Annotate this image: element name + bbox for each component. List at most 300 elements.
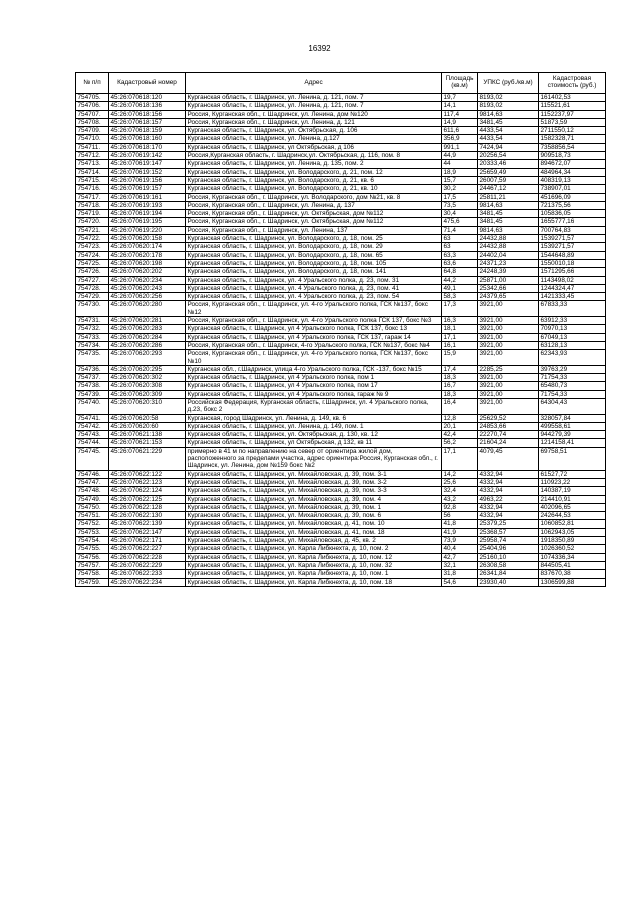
table-row xyxy=(76,390,606,398)
cadastral-value-cell: 484964,34 xyxy=(539,168,606,176)
cadastral-number-cell: 45:26:070620:309 xyxy=(109,390,186,398)
address-cell: Курганская область, г. Шадринск, ул. Володарского, д. 18, пом. 65 xyxy=(186,251,442,259)
row-number-cell: 754710. xyxy=(76,135,109,143)
table-row xyxy=(76,520,606,528)
cadastral-number-cell: 45:26:070621:153 xyxy=(109,439,186,447)
address-cell: Курганская область, г. Шадринск, ул 4 Уральского полка, ГСК 137, бокс 13 xyxy=(186,325,442,333)
area-cell: 16,1 xyxy=(442,341,478,349)
cadastral-number-cell: 45:26:070620:234 xyxy=(109,276,186,284)
cadastral-number-cell: 45:26:070618:159 xyxy=(109,127,186,135)
header-cadastral-number: Кадастровый номер xyxy=(109,73,186,94)
upks-cell: 25629,52 xyxy=(478,414,539,422)
area-cell: 18,3 xyxy=(442,390,478,398)
table-row xyxy=(76,218,606,226)
cadastral-number-cell: 45:26:070619:161 xyxy=(109,193,186,201)
table-row xyxy=(76,495,606,503)
table-row xyxy=(76,553,606,561)
cadastral-number-cell: 45:26:070619:220 xyxy=(109,226,186,234)
cadastral-number-cell: 45:26:070620:286 xyxy=(109,341,186,349)
upks-cell: 4332,94 xyxy=(478,487,539,495)
area-cell: 44 xyxy=(442,160,478,168)
cadastral-number-cell: 45:26:070619:194 xyxy=(109,210,186,218)
row-number-cell: 754755. xyxy=(76,545,109,553)
upks-cell: 7424,94 xyxy=(478,143,539,151)
address-cell: Курганская область, г. Шадринск, ул. 4 Уральского полка, д. 23, пом. 31 xyxy=(186,276,442,284)
upks-cell: 3921,00 xyxy=(478,301,539,317)
area-cell: 117,4 xyxy=(442,110,478,118)
cadastral-number-cell: 45:26:070618:136 xyxy=(109,102,186,110)
row-number-cell: 754725. xyxy=(76,259,109,267)
cadastral-number-cell: 45:26:070622:123 xyxy=(109,478,186,486)
cadastral-number-cell: 45:26:070620:280 xyxy=(109,301,186,317)
upks-cell: 3481,45 xyxy=(478,210,539,218)
cadastral-value-cell: 1074336,34 xyxy=(539,553,606,561)
address-cell: Курганская область, г. Шадринск, ул. Михайловская, д. 39, пом. 1 xyxy=(186,503,442,511)
area-cell: 73,5 xyxy=(442,201,478,209)
cadastral-value-cell: 738907,01 xyxy=(539,185,606,193)
row-number-cell: 754729. xyxy=(76,293,109,301)
upks-cell: 2285,25 xyxy=(478,365,539,373)
address-cell: Россия, Курганская обл., г. Шадринск, 4-го Уральского полка, ГСК №137, бокс №4 xyxy=(186,341,442,349)
address-cell: Россия, Курганская обл., г. Шадринск, ул. Володарского, дом №21, кв. 8 xyxy=(186,193,442,201)
cadastral-number-cell: 45:26:070619:147 xyxy=(109,160,186,168)
cadastral-number-cell: 45:26:070619:142 xyxy=(109,152,186,160)
table-row xyxy=(76,118,606,126)
upks-cell: 24248,39 xyxy=(478,268,539,276)
row-number-cell: 754720. xyxy=(76,218,109,226)
area-cell: 32,1 xyxy=(442,561,478,569)
address-cell: Курганская область, г. Шадринск, ул 4 Уральского полка, ГСК 137, гараж 14 xyxy=(186,333,442,341)
area-cell: 14,1 xyxy=(442,102,478,110)
address-cell: Курганская область, г. Шадринск, ул. Карла Либкнехта, д. 10, пом. 1 xyxy=(186,570,442,578)
cadastral-value-cell: 944279,39 xyxy=(539,431,606,439)
table-row xyxy=(76,127,606,135)
address-cell: Курганская обл., г.Шадринск, улица 4-го Уральского полка, ГСК -137, бокс №15 xyxy=(186,365,442,373)
address-cell: Россия, Курганская обл., г. Шадринск, ул. Октябрьская, дом №112 xyxy=(186,210,442,218)
area-cell: 41,8 xyxy=(442,520,478,528)
upks-cell: 9814,63 xyxy=(478,201,539,209)
upks-cell: 26341,84 xyxy=(478,570,539,578)
area-cell: 18,9 xyxy=(442,168,478,176)
address-cell: Курганская область, г. Шадринск, ул. Михайловская, д. 39, пом. 3-2 xyxy=(186,478,442,486)
area-cell: 63,3 xyxy=(442,251,478,259)
table-row xyxy=(76,243,606,251)
cadastral-value-cell: 110923,22 xyxy=(539,478,606,486)
cadastral-number-cell: 45:26:070620:310 xyxy=(109,398,186,414)
cadastral-number-cell: 45:26:070619:157 xyxy=(109,185,186,193)
table-row xyxy=(76,487,606,495)
table-row xyxy=(76,152,606,160)
cadastral-number-cell: 45:26:070622:124 xyxy=(109,487,186,495)
address-cell: Курганская область, г. Шадринск, ул. Карла Либкнехта, д. 10, пом. 32 xyxy=(186,561,442,569)
cadastral-value-cell: 242644,53 xyxy=(539,512,606,520)
table-row xyxy=(76,268,606,276)
upks-cell: 24379,65 xyxy=(478,293,539,301)
table-row xyxy=(76,193,606,201)
cadastral-value-cell: 1655777,16 xyxy=(539,218,606,226)
cadastral-value-cell: 140387,19 xyxy=(539,487,606,495)
table-row xyxy=(76,365,606,373)
cadastral-value-cell: 71754,33 xyxy=(539,390,606,398)
cadastral-number-cell: 45:26:070620:198 xyxy=(109,259,186,267)
upks-cell: 4433,54 xyxy=(478,127,539,135)
cadastral-value-cell: 721375,56 xyxy=(539,201,606,209)
table-row xyxy=(76,431,606,439)
upks-cell: 24402,04 xyxy=(478,251,539,259)
upks-cell: 24432,88 xyxy=(478,243,539,251)
upks-cell: 22270,74 xyxy=(478,431,539,439)
table-row xyxy=(76,301,606,317)
area-cell: 17,3 xyxy=(442,301,478,317)
table-row xyxy=(76,325,606,333)
cadastral-number-cell: 45:26:070622:125 xyxy=(109,495,186,503)
area-cell: 92,8 xyxy=(442,503,478,511)
row-number-cell: 754722. xyxy=(76,235,109,243)
cadastral-table xyxy=(75,72,606,587)
cadastral-number-cell: 45:26:070620:284 xyxy=(109,333,186,341)
upks-cell: 4332,94 xyxy=(478,503,539,511)
area-cell: 611,6 xyxy=(442,127,478,135)
upks-cell: 21604,24 xyxy=(478,439,539,447)
cadastral-value-cell: 61527,72 xyxy=(539,470,606,478)
area-cell: 12,8 xyxy=(442,414,478,422)
upks-cell: 25160,10 xyxy=(478,553,539,561)
address-cell: Курганская область, г. Шадринск, ул. Володарского, д. 21, кв. 10 xyxy=(186,185,442,193)
cadastral-number-cell: 45:26:070621:138 xyxy=(109,431,186,439)
upks-cell: 25958,74 xyxy=(478,537,539,545)
cadastral-value-cell: 1582328,71 xyxy=(539,135,606,143)
upks-cell: 3921,00 xyxy=(478,325,539,333)
upks-cell: 8193,02 xyxy=(478,94,539,102)
cadastral-value-cell: 1306599,88 xyxy=(539,578,606,586)
address-cell: Курганская область, г. Шадринск, ул 4 Уральского полка, пом 17 xyxy=(186,382,442,390)
row-number-cell: 754711. xyxy=(76,143,109,151)
header-row-number: № п/п xyxy=(76,73,109,94)
row-number-cell: 754754. xyxy=(76,537,109,545)
table-row xyxy=(76,317,606,325)
address-cell: Курганская область, г. Шадринск, ул. Ленина, д. 121, пом. 7 xyxy=(186,94,442,102)
table-row xyxy=(76,160,606,168)
area-cell: 16,7 xyxy=(442,382,478,390)
cadastral-number-cell: 45:26:070622:229 xyxy=(109,561,186,569)
row-number-cell: 754715. xyxy=(76,176,109,184)
table-row xyxy=(76,293,606,301)
address-cell: Курганская область, г. Шадринск, ул. Михайловская, д. 41, пом. 10 xyxy=(186,520,442,528)
cadastral-value-cell: 1143498,02 xyxy=(539,276,606,284)
area-cell: 19,7 xyxy=(442,94,478,102)
table-row xyxy=(76,333,606,341)
table-row xyxy=(76,545,606,553)
table-row xyxy=(76,570,606,578)
cadastral-number-cell: 45:26:070619:193 xyxy=(109,201,186,209)
row-number-cell: 754746. xyxy=(76,470,109,478)
address-cell: Курганская область, г. Шадринск, ул. Михайловская, д. 39, пом. 4 xyxy=(186,495,442,503)
table-row xyxy=(76,382,606,390)
address-cell: Курганская область, г. Шадринск, ул. Ленина, д. 135, пом. 2 xyxy=(186,160,442,168)
cadastral-value-cell: 161402,53 xyxy=(539,94,606,102)
cadastral-number-cell: 45:26:070622:228 xyxy=(109,553,186,561)
row-number-cell: 754718. xyxy=(76,201,109,209)
cadastral-number-cell: 45:26:070622:130 xyxy=(109,512,186,520)
table-row xyxy=(76,284,606,292)
table-row xyxy=(76,235,606,243)
row-number-cell: 754730. xyxy=(76,301,109,317)
cadastral-value-cell: 1244324,47 xyxy=(539,284,606,292)
cadastral-number-cell: 45:26:070622:147 xyxy=(109,528,186,536)
cadastral-number-cell: 45:26:070620:302 xyxy=(109,374,186,382)
row-number-cell: 754727. xyxy=(76,276,109,284)
row-number-cell: 754735. xyxy=(76,350,109,366)
upks-cell: 3481,45 xyxy=(478,118,539,126)
address-cell: Курганская область, г. Шадринск, ул Октябрьская, д 106 xyxy=(186,143,442,151)
address-cell: Курганская область, г. Шадринск, ул. Карла Либкнехта, д. 10, пом. 12 xyxy=(186,553,442,561)
row-number-cell: 754712. xyxy=(76,152,109,160)
cadastral-number-cell: 45:26:070621:229 xyxy=(109,447,186,470)
row-number-cell: 754733. xyxy=(76,333,109,341)
area-cell: 63 xyxy=(442,235,478,243)
address-cell: Россия, Курганская обл., г. Шадринск, ул. Ленина, дом №120 xyxy=(186,110,442,118)
row-number-cell: 754753. xyxy=(76,528,109,536)
address-cell: Курганская область, г. Шадринск, ул. Михайловская, д. 39, пом. 6 xyxy=(186,512,442,520)
cadastral-number-cell: 45:26:070619:156 xyxy=(109,176,186,184)
row-number-cell: 754724. xyxy=(76,251,109,259)
cadastral-number-cell: 45:26:070618:160 xyxy=(109,135,186,143)
cadastral-value-cell: 71754,33 xyxy=(539,374,606,382)
address-cell: Курганская область, г. Шадринск, ул. 4 Уральского полка, д. 23, пом. 41 xyxy=(186,284,442,292)
address-cell: Курганская область, г. Шадринск, ул. Ленина, д. 149, пом. 1 xyxy=(186,422,442,430)
cadastral-value-cell: 51873,59 xyxy=(539,118,606,126)
address-cell: примерно в 41 м по направлению на север от ориентира жилой дом, расположенного за пределами участка, адрес ориентира:Россия, Курганская обл., г. Шадринск, ул. Ленина, дом №159 бокс №2 xyxy=(186,447,442,470)
upks-cell: 25659,49 xyxy=(478,168,539,176)
upks-cell: 26308,58 xyxy=(478,561,539,569)
area-cell: 991,1 xyxy=(442,143,478,151)
area-cell: 17,5 xyxy=(442,193,478,201)
upks-cell: 24853,66 xyxy=(478,422,539,430)
upks-cell: 9814,63 xyxy=(478,110,539,118)
address-cell: Курганская область, г. Шадринск, ул. Ленина, д. 121, пом. 7 xyxy=(186,102,442,110)
cadastral-value-cell: 1060852,81 xyxy=(539,520,606,528)
upks-cell: 4332,94 xyxy=(478,478,539,486)
table-row xyxy=(76,422,606,430)
row-number-cell: 754707. xyxy=(76,110,109,118)
row-number-cell: 754749. xyxy=(76,495,109,503)
address-cell: Россия, Курганская обл., г. Шадринск, ул. Октябрьская, дом №112 xyxy=(186,218,442,226)
table-row xyxy=(76,168,606,176)
upks-cell: 4433,54 xyxy=(478,135,539,143)
row-number-cell: 754741. xyxy=(76,414,109,422)
row-number-cell: 754728. xyxy=(76,284,109,292)
upks-cell: 3921,00 xyxy=(478,350,539,366)
table-row xyxy=(76,185,606,193)
cadastral-number-cell: 45:26:070620:202 xyxy=(109,268,186,276)
row-number-cell: 754745. xyxy=(76,447,109,470)
area-cell: 43,2 xyxy=(442,495,478,503)
address-cell: Курганская область, г. Шадринск, ул. Михайловская, д. 39, пом. 3-3 xyxy=(186,487,442,495)
cadastral-value-cell: 328057,84 xyxy=(539,414,606,422)
upks-cell: 3921,00 xyxy=(478,374,539,382)
address-cell: Россия, Курганская обл., г. Шадринск, ул. Ленина, д. 137 xyxy=(186,201,442,209)
cadastral-value-cell: 1918350,89 xyxy=(539,537,606,545)
area-cell: 54,6 xyxy=(442,578,478,586)
cadastral-value-cell: 1214158,41 xyxy=(539,439,606,447)
upks-cell: 24371,23 xyxy=(478,259,539,267)
row-number-cell: 754759. xyxy=(76,578,109,586)
address-cell: Курганская область, г. Шадринск, ул. Володарского, д. 18, пом. 141 xyxy=(186,268,442,276)
area-cell: 32,4 xyxy=(442,487,478,495)
cadastral-value-cell: 451696,09 xyxy=(539,193,606,201)
cadastral-value-cell: 1539271,57 xyxy=(539,235,606,243)
address-cell: Курганская область, г. Шадринск, ул. Михайловская, д. 39, пом. 3-1 xyxy=(186,470,442,478)
table-row xyxy=(76,561,606,569)
cadastral-value-cell: 894672,07 xyxy=(539,160,606,168)
row-number-cell: 754713. xyxy=(76,160,109,168)
row-number-cell: 754719. xyxy=(76,210,109,218)
table-row xyxy=(76,578,606,586)
cadastral-number-cell: 45:26:070620:283 xyxy=(109,325,186,333)
address-cell: Россия, Курганская обл., г. Шадринск, ул. 4-го Уральского полка, ГСК №137, бокс №12 xyxy=(186,301,442,317)
cadastral-number-cell: 45:26:070620:308 xyxy=(109,382,186,390)
table-row xyxy=(76,276,606,284)
row-number-cell: 754734. xyxy=(76,341,109,349)
header-area: Площадь (кв.м) xyxy=(442,73,478,94)
row-number-cell: 754751. xyxy=(76,512,109,520)
cadastral-number-cell: 45:26:070618:170 xyxy=(109,143,186,151)
upks-cell: 4332,94 xyxy=(478,470,539,478)
address-cell: Курганская область, г. Шадринск, ул Октябрьская, д 132, кв 11 xyxy=(186,439,442,447)
header-upks: УПКС (руб./кв.м) xyxy=(478,73,539,94)
cadastral-value-cell: 1026360,52 xyxy=(539,545,606,553)
cadastral-value-cell: 70970,13 xyxy=(539,325,606,333)
address-cell: Курганская область, г. Шадринск, ул. Михайловская, д. 45, кв. 2 xyxy=(186,537,442,545)
table-row xyxy=(76,528,606,536)
address-cell: Курганская область, г. Шадринск, ул. 4 Уральского полка, д. 23, пом. 54 xyxy=(186,293,442,301)
upks-cell: 20333,46 xyxy=(478,160,539,168)
row-number-cell: 754732. xyxy=(76,325,109,333)
cadastral-number-cell: 45:26:070622:122 xyxy=(109,470,186,478)
row-number-cell: 754705. xyxy=(76,94,109,102)
row-number-cell: 754714. xyxy=(76,168,109,176)
upks-cell: 25404,96 xyxy=(478,545,539,553)
area-cell: 30,2 xyxy=(442,185,478,193)
address-cell: Курганская область, г. Шадринск, ул. Володарского, д. 21, пом. 12 xyxy=(186,168,442,176)
area-cell: 18,1 xyxy=(442,325,478,333)
row-number-cell: 754750. xyxy=(76,503,109,511)
upks-cell: 25379,25 xyxy=(478,520,539,528)
address-cell: Курганская область, г. Шадринск, ул. Октябрьская, д. 106 xyxy=(186,127,442,135)
upks-cell: 25871,00 xyxy=(478,276,539,284)
row-number-cell: 754726. xyxy=(76,268,109,276)
area-cell: 42,7 xyxy=(442,553,478,561)
area-cell: 64,8 xyxy=(442,268,478,276)
cadastral-number-cell: 45:26:070618:157 xyxy=(109,118,186,126)
upks-cell: 3921,00 xyxy=(478,341,539,349)
area-cell: 44,2 xyxy=(442,276,478,284)
table-row xyxy=(76,143,606,151)
row-number-cell: 754743. xyxy=(76,431,109,439)
area-cell: 30,4 xyxy=(442,210,478,218)
area-cell: 475,6 xyxy=(442,218,478,226)
row-number-cell: 754716. xyxy=(76,185,109,193)
address-cell: Курганская область, г. Шадринск, ул 4 Уральского полка, пом 1 xyxy=(186,374,442,382)
row-number-cell: 754757. xyxy=(76,561,109,569)
table-row xyxy=(76,398,606,414)
address-cell: Курганская область, г. Шадринск, ул. Володарского, д. 18, пом. 105 xyxy=(186,259,442,267)
row-number-cell: 754721. xyxy=(76,226,109,234)
cadastral-number-cell: 45:26:070619:195 xyxy=(109,218,186,226)
cadastral-number-cell: 45:26:070620:158 xyxy=(109,235,186,243)
row-number-cell: 754742. xyxy=(76,422,109,430)
area-cell: 40,4 xyxy=(442,545,478,553)
address-cell: Россия, Курганская обл., г. Шадринск, ул. 4-го Уральского полка, ГСК №137, бокс №10 xyxy=(186,350,442,366)
cadastral-value-cell: 69758,51 xyxy=(539,447,606,470)
area-cell: 25,6 xyxy=(442,478,478,486)
row-number-cell: 754752. xyxy=(76,520,109,528)
cadastral-number-cell: 45:26:070622:171 xyxy=(109,537,186,545)
upks-cell: 23930,40 xyxy=(478,578,539,586)
area-cell: 56,2 xyxy=(442,439,478,447)
area-cell: 44,9 xyxy=(442,152,478,160)
upks-cell: 3921,00 xyxy=(478,333,539,341)
address-cell: Российская Федерация, Курганская область, г.Шадринск, ул. 4 Уральского полка, д.23, бокс 2 xyxy=(186,398,442,414)
upks-cell: 4079,45 xyxy=(478,447,539,470)
cadastral-value-cell: 65480,73 xyxy=(539,382,606,390)
row-number-cell: 754738. xyxy=(76,382,109,390)
cadastral-value-cell: 7358856,54 xyxy=(539,143,606,151)
cadastral-number-cell: 45:26:070620:58 xyxy=(109,414,186,422)
table-row xyxy=(76,537,606,545)
cadastral-value-cell: 64304,43 xyxy=(539,398,606,414)
cadastral-value-cell: 1544648,89 xyxy=(539,251,606,259)
table-row xyxy=(76,135,606,143)
address-cell: Россия, Курганская обл., г. Шадринск, ул. Ленина, 137 xyxy=(186,226,442,234)
address-cell: Курганская область, г. Шадринск, ул 4 Уральского полка, гараж № 9 xyxy=(186,390,442,398)
upks-cell: 3921,00 xyxy=(478,398,539,414)
table-row xyxy=(76,251,606,259)
row-number-cell: 754731. xyxy=(76,317,109,325)
cadastral-value-cell: 1571295,66 xyxy=(539,268,606,276)
cadastral-number-cell: 45:26:070620:60 xyxy=(109,422,186,430)
address-cell: Россия,Курганская область, г. Шадринск,ул. Октябрьская, д. 116, пом. 8 xyxy=(186,152,442,160)
upks-cell: 9814,63 xyxy=(478,226,539,234)
cadastral-number-cell: 45:26:070620:178 xyxy=(109,251,186,259)
area-cell: 49,1 xyxy=(442,284,478,292)
table-row xyxy=(76,176,606,184)
upks-cell: 24467,12 xyxy=(478,185,539,193)
cadastral-number-cell: 45:26:070618:120 xyxy=(109,94,186,102)
upks-cell: 3921,00 xyxy=(478,382,539,390)
area-cell: 17,4 xyxy=(442,365,478,373)
table-row xyxy=(76,478,606,486)
address-cell: Курганская область, г. Шадринск, ул. Володарского, д. 21, кв. 6 xyxy=(186,176,442,184)
table-row xyxy=(76,414,606,422)
area-cell: 56 xyxy=(442,512,478,520)
table-row xyxy=(76,259,606,267)
upks-cell: 4332,94 xyxy=(478,512,539,520)
upks-cell: 24432,88 xyxy=(478,235,539,243)
cadastral-value-cell: 844505,41 xyxy=(539,561,606,569)
cadastral-value-cell: 63912,33 xyxy=(539,317,606,325)
cadastral-value-cell: 1550010,18 xyxy=(539,259,606,267)
row-number-cell: 754739. xyxy=(76,390,109,398)
area-cell: 15,9 xyxy=(442,350,478,366)
address-cell: Курганская область, г. Шадринск, ул. Ленина, д.127 xyxy=(186,135,442,143)
cadastral-number-cell: 45:26:070618:156 xyxy=(109,110,186,118)
upks-cell: 25368,57 xyxy=(478,528,539,536)
upks-cell: 4963,22 xyxy=(478,495,539,503)
cadastral-value-cell: 1421333,45 xyxy=(539,293,606,301)
area-cell: 41,9 xyxy=(442,528,478,536)
upks-cell: 3481,45 xyxy=(478,218,539,226)
